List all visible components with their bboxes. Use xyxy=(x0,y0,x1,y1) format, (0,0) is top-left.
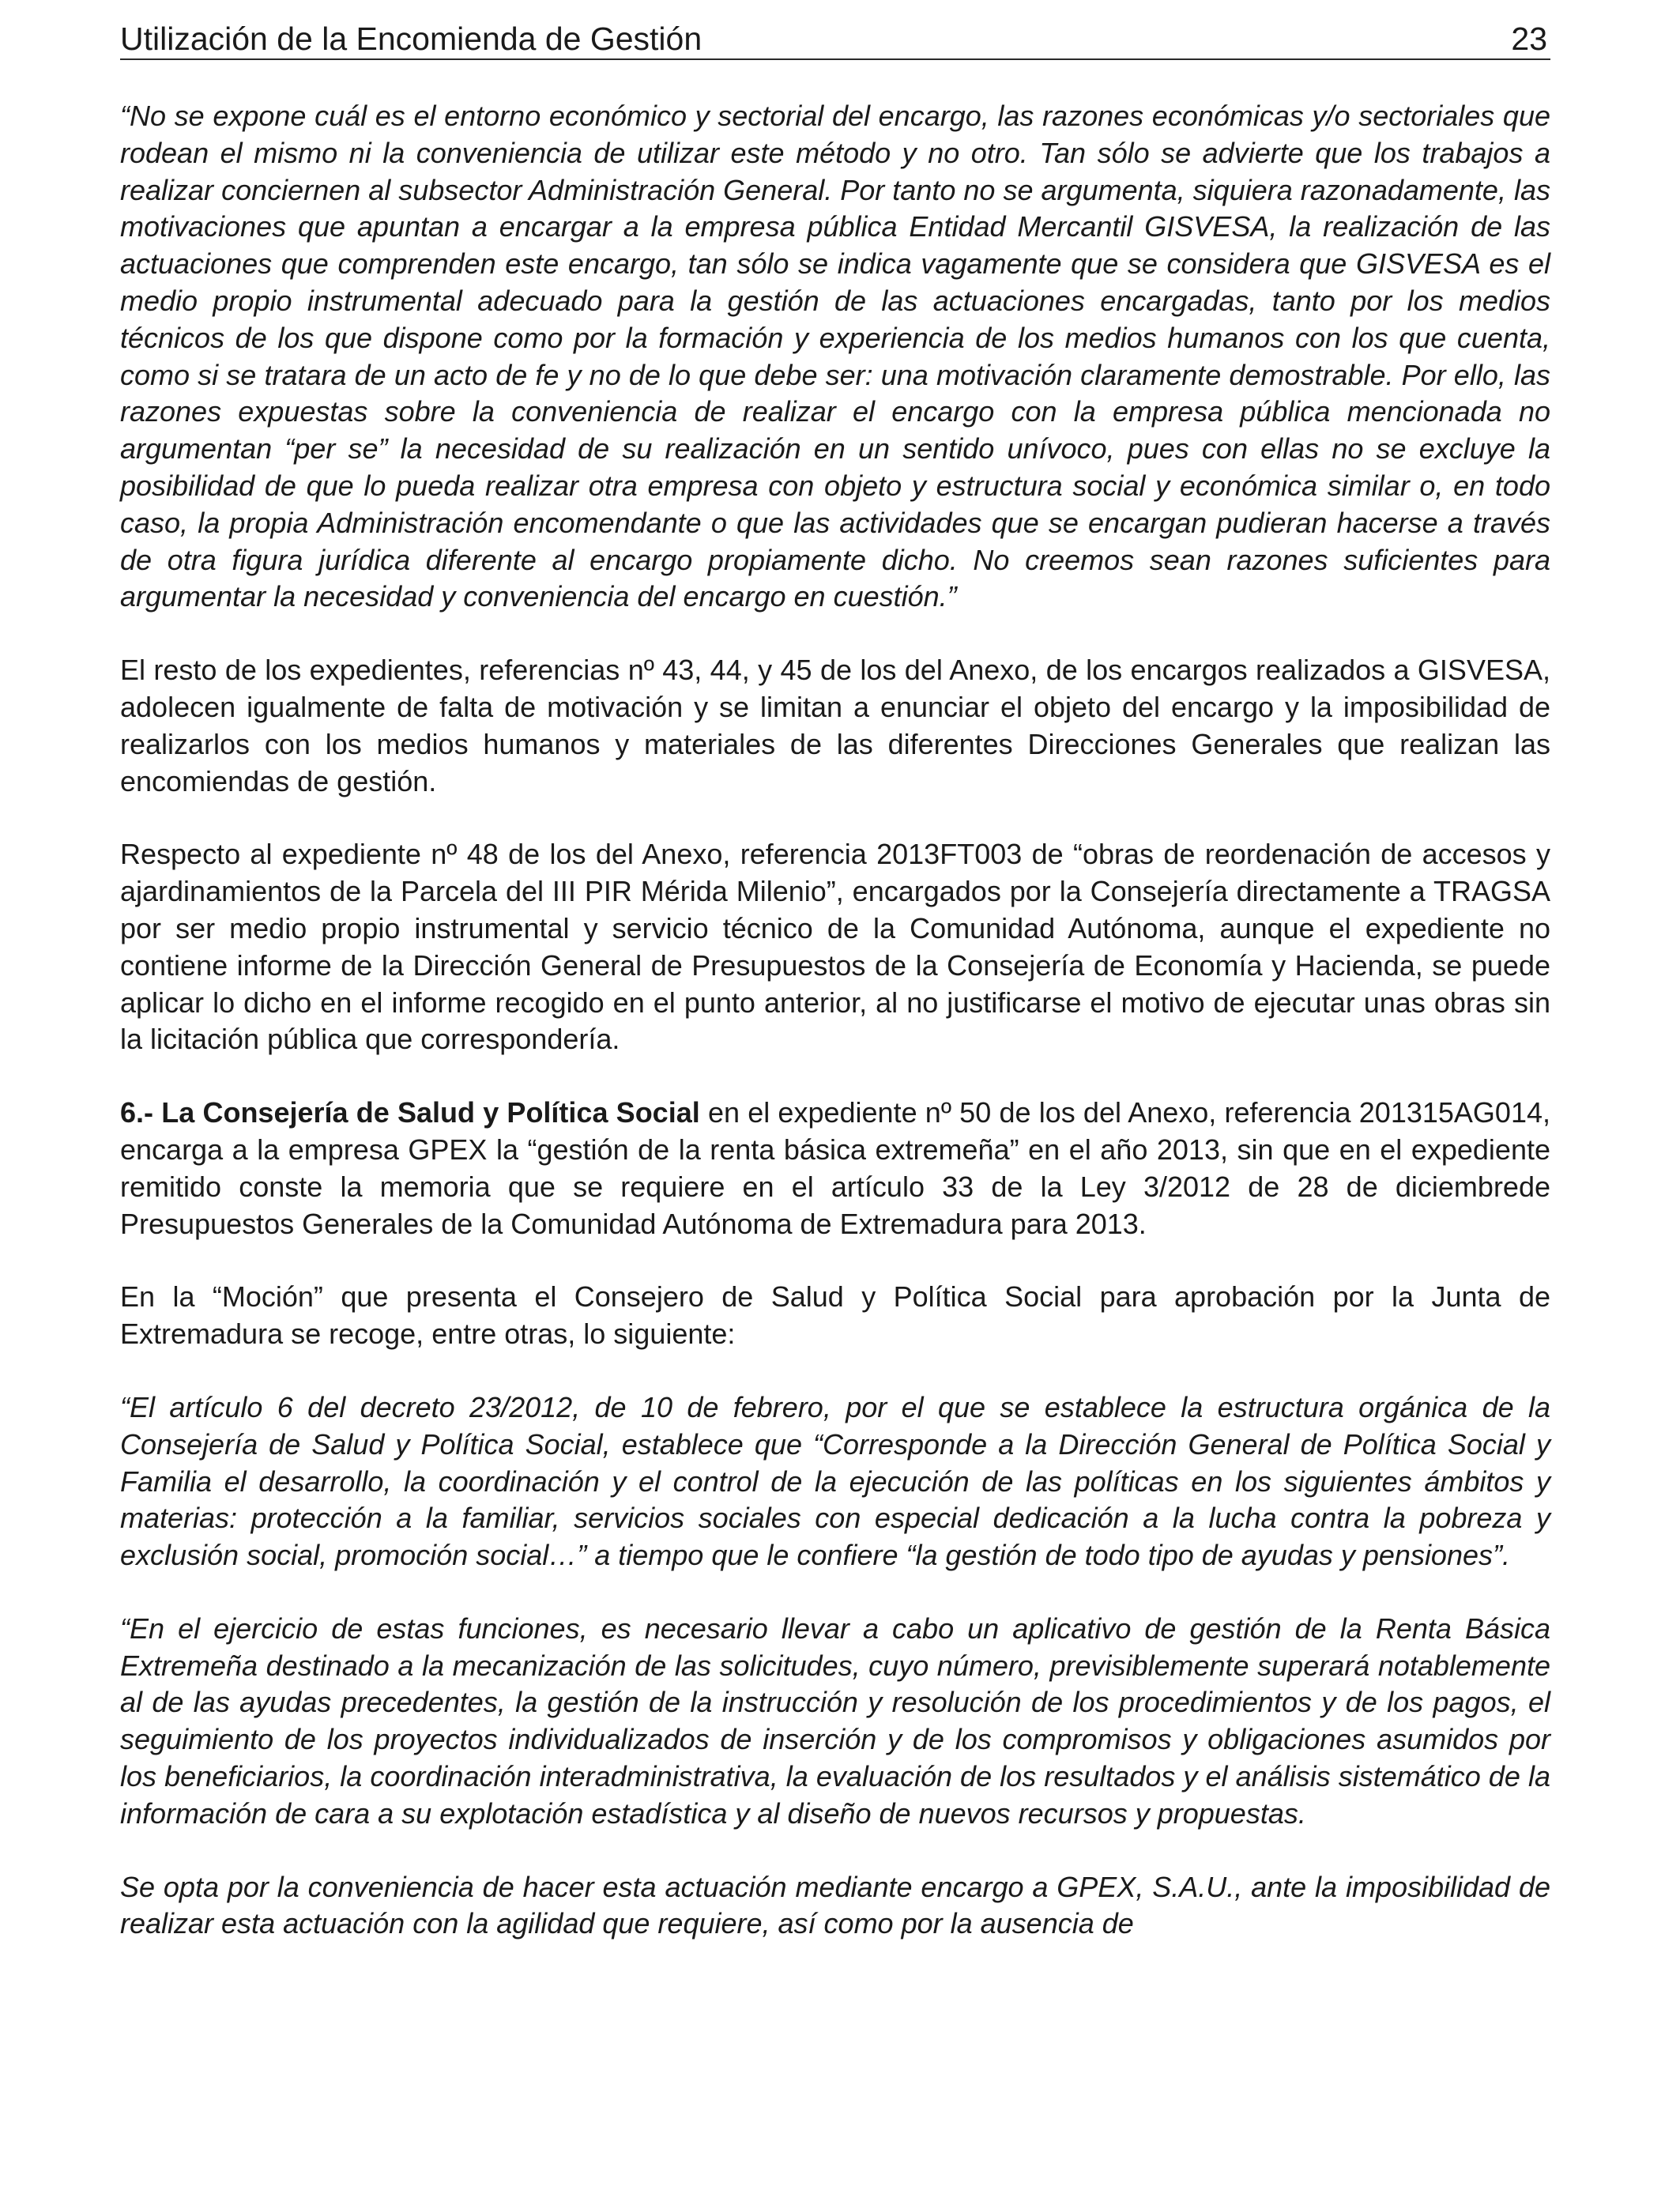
paragraph-mocion-intro: En la “Moción” que presenta el Consejero de Salud y Política Social para aprobación por la Junta de Extremadura se recoge, entre otras, lo siguiente: xyxy=(120,1280,1550,1351)
paragraph-expediente-48: Respecto al expediente nº 48 de los del Anexo, referencia 2013FT003 de “obras de reordenación de accesos y ajardinamientos de la Parcela del III PIR Mérida Milenio”, encargados por la Consejería directamente a TRAGSA por ser medio propio instrumental y servicio técnico de la Comunidad Autónoma, aunque el expediente no contiene informe de la Dirección General de Presupuestos de la Consejería de Economía y Hacienda, se puede aplicar lo dicho en el informe recogido en el punto anterior, al no justificarse el motivo de ejecutar unas obras sin la licitación pública que correspondería. xyxy=(120,838,1550,1056)
quote-paragraph-renta-basica: “En el ejercicio de estas funciones, es necesario llevar a cabo un aplicativo de gestión de la Renta Básica Extremeña destinado a la mecanización de las solicitudes, cuyo número, previsiblemente superará notablemente al de las ayudas precedentes, la gestión de la instrucción y resolución de los procedimientos y de los pagos, el seguimiento de los proyectos individualizados de inserción y de los compromisos y obligaciones asumidos por los beneficiarios, la coordinación interadministrativa, la evaluación de los resultados y el análisis sistemático de la información de cara a su explotación estadística y al diseño de nuevos recursos y propuestas. xyxy=(120,1612,1550,1830)
running-header xyxy=(120,17,1550,60)
quote-paragraph-gpex: Se opta por la conveniencia de hacer esta actuación mediante encargo a GPEX, S.A.U., ante la imposibilidad de realizar esta actuación con la agilidad que requiere, así como por la ausencia de xyxy=(120,1870,1550,1940)
quote-paragraph-gisvesa: “No se expone cuál es el entorno económico y sectorial del encargo, las razones económicas y/o sectoriales que rodean el mismo ni la conveniencia de utilizar este método y no otro. Tan sólo se advierte que los trabajos a realizar conciernen al subsector Administración General. Por tanto no se argumenta, siquiera razonadamente, las motivaciones que apuntan a encargar a la empresa pública Entidad Mercantil GISVESA, la realización de las actuaciones que comprenden este encargo, tan sólo se indica vagamente que se considera que GISVESA es el medio propio instrumental adecuado para la gestión de las actuaciones encargadas, tanto por los medios técnicos de los que dispone como por la formación y experiencia de los medios humanos con los que cuenta, como si se tratara de un acto de fe y no de lo que debe ser: una motivación claramente demostrable. Por ello, las razones expuestas sobre la conveniencia de realizar el encargo con la empresa pública mencionada no argumentan “per se” la necesidad de su realización en un sentido unívoco, pues con ellas no se excluye la posibilidad de que lo pueda realizar otra empresa con objeto y estructura social y económica similar o, en todo caso, la propia Administración encomendante o que las actividades que se encargan pudieran hacerse a través de otra figura jurídica diferente al encargo propiamente dicho. No creemos sean razones suficientes para argumentar la necesidad y conveniencia del encargo en cuestión.” xyxy=(120,100,1550,613)
document-body xyxy=(120,98,1550,1943)
paragraph-section-6 xyxy=(120,1095,1550,1242)
section-6-text: en el expediente nº 50 de los del Anexo, referencia 201315AG014, encarga a la empresa GPEX la “gestión de la renta básica extremeña” en el año 2013, sin que en el expediente remitido conste la memoria que se requiere en el artículo 33 de la Ley 3/2012 de 28 de diciembrede Presupuestos Generales de la Comunidad Autónoma de Extremadura para 2013. xyxy=(120,1096,1550,1240)
section-6-heading: 6.- La Consejería de Salud y Política Social xyxy=(120,1096,700,1129)
paragraph-gisvesa-expedientes: El resto de los expedientes, referencias nº 43, 44, y 45 de los del Anexo, de los encargos realizados a GISVESA, adolecen igualmente de falta de motivación y se limitan a enunciar el objeto del encargo y la imposibilidad de realizarlos con los medios humanos y materiales de las diferentes Direcciones Generales que realizan las encomiendas de gestión. xyxy=(120,654,1550,797)
header-title: Utilización de la Encomienda de Gestión xyxy=(120,21,703,57)
page-number: 23 xyxy=(1511,21,1547,57)
quote-paragraph-decreto: “El artículo 6 del decreto 23/2012, de 10 de febrero, por el que se establece la estructura orgánica de la Consejería de Salud y Política Social, establece que “Corresponde a la Dirección General de Política Social y Familia el desarrollo, la coordinación y el control de la ejecución de las políticas en los siguientes ámbitos y materias: protección a la familiar, servicios sociales con especial dedicación a la lucha contra la pobreza y exclusión social, promoción social…” a tiempo que le confiere “la gestión de todo tipo de ayudas y pensiones”. xyxy=(120,1390,1550,1572)
